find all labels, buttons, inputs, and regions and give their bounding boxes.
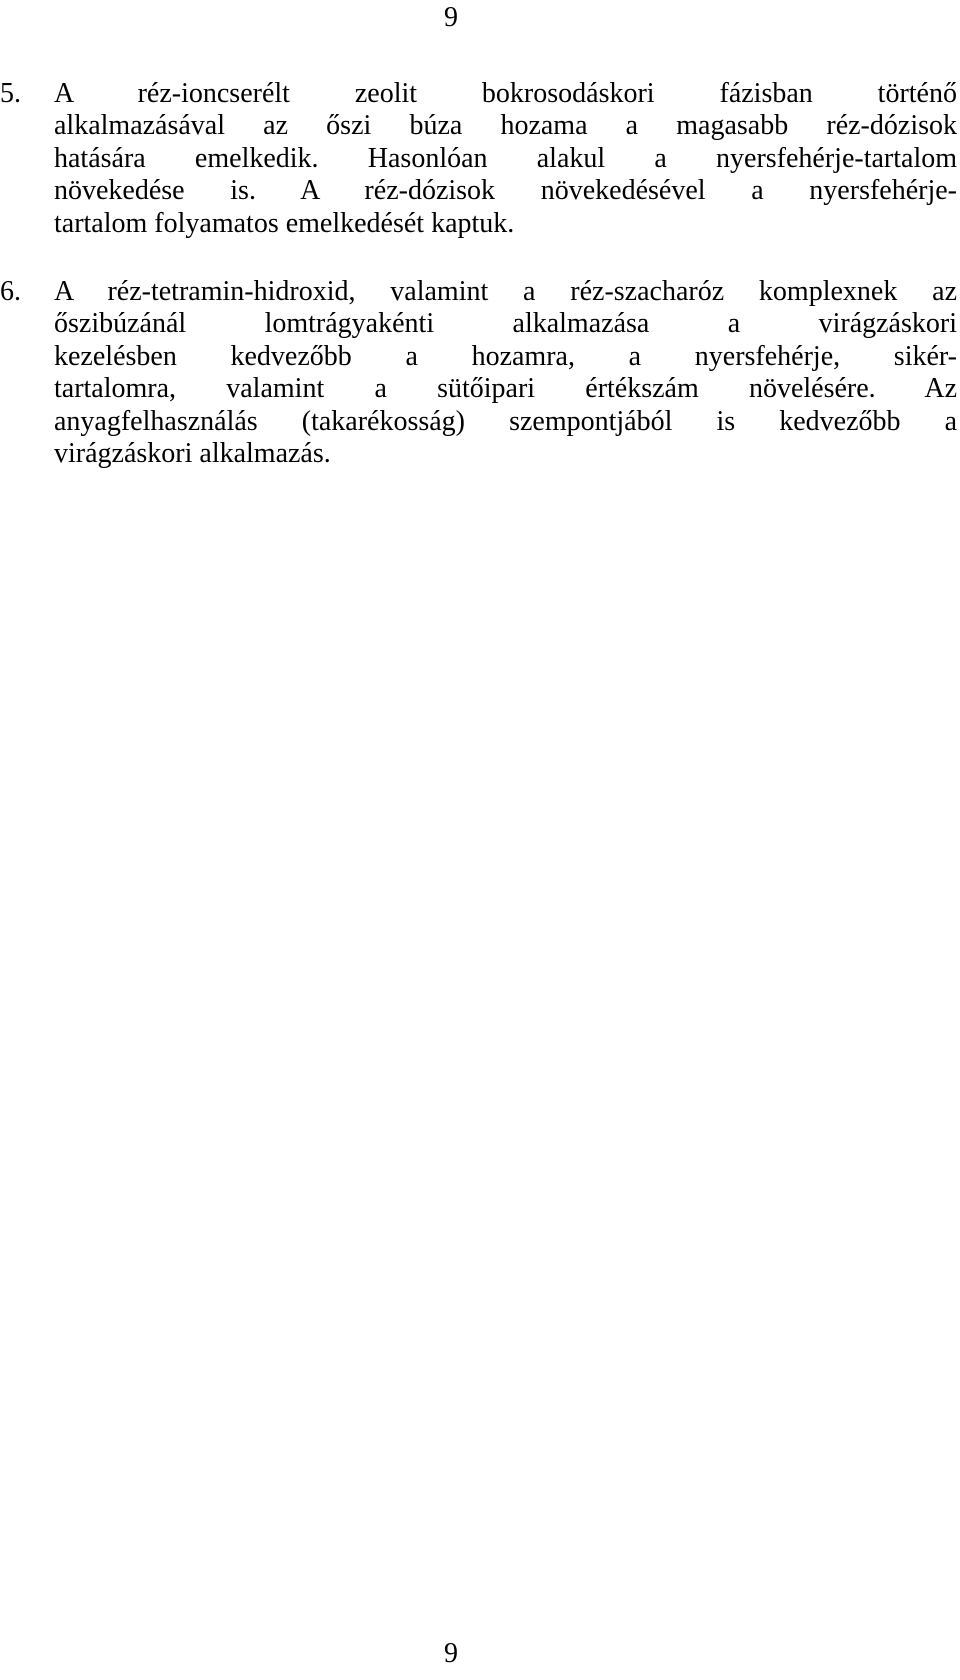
paragraph-line: tartalomra, valamint a sütőipari értékszám növelésére. Az bbox=[54, 373, 957, 405]
item-number: 5. bbox=[0, 78, 21, 109]
paragraph-line: növekedése is. A réz-dózisok növekedésével a nyersfehérje- bbox=[54, 175, 957, 207]
item-paragraph bbox=[54, 78, 957, 240]
paragraph-line: tartalom folyamatos emelkedését kaptuk. bbox=[54, 207, 515, 239]
paragraph-line: hatására emelkedik. Hasonlóan alakul a nyersfehérje-tartalom bbox=[54, 142, 957, 174]
paragraph-line: A réz-tetramin-hidroxid, valamint a réz-szacharóz komplexnek az bbox=[54, 276, 957, 307]
paragraph-line: A réz-ioncserélt zeolit bokrosodáskori fázisban történő bbox=[54, 78, 957, 109]
item-number: 6. bbox=[0, 276, 21, 307]
page-number-bottom: 9 bbox=[444, 1638, 458, 1669]
paragraph-line: kezelésben kedvezőbb a hozamra, a nyersfehérje, sikér- bbox=[54, 340, 957, 372]
paragraph-line: őszibúzánál lomtrágyakénti alkalmazása a virágzáskori bbox=[54, 308, 957, 340]
paragraph-line: virágzáskori alkalmazás. bbox=[54, 438, 331, 470]
paragraph-line: alkalmazásával az őszi búza hozama a magasabb réz-dózisok bbox=[54, 110, 957, 142]
paragraph-line: anyagfelhasználás (takarékosság) szempontjából is kedvezőbb a bbox=[54, 405, 957, 437]
item-paragraph bbox=[54, 276, 957, 470]
page-number-top: 9 bbox=[444, 2, 458, 33]
